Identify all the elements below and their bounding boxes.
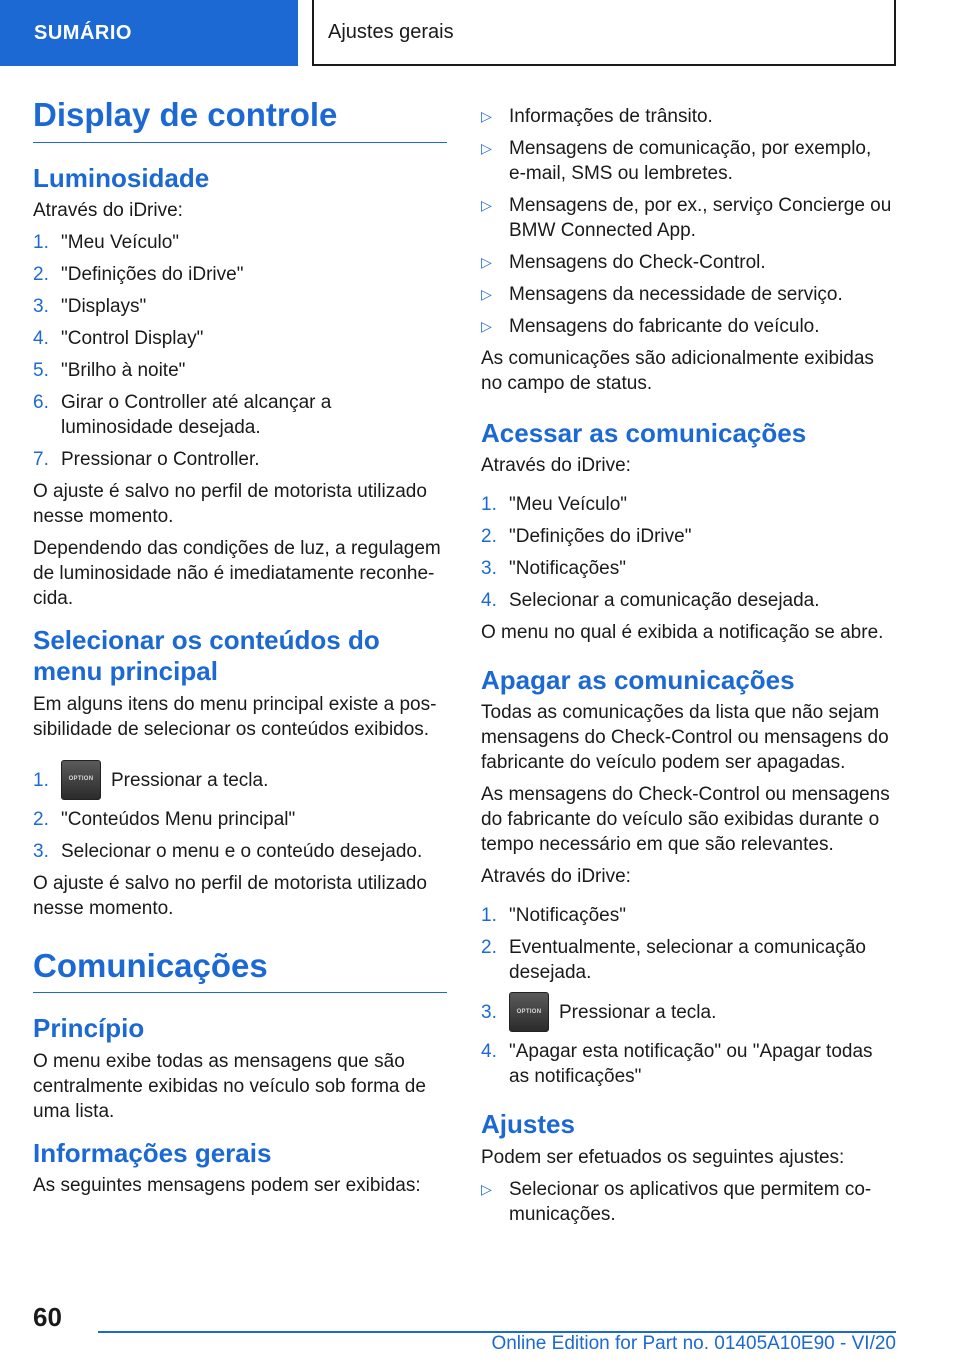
step-number: 3. (33, 840, 49, 862)
list-item (481, 104, 896, 129)
acessar-steps (481, 492, 896, 613)
list-item (481, 250, 896, 275)
right-column (481, 104, 896, 1234)
list-item (481, 492, 896, 517)
list-item (481, 136, 896, 186)
bullet-text: Mensagens de, por ex., serviço Concierge ou BMW Connected App. (509, 195, 892, 241)
menu-note: O ajuste é salvo no perfil de motorista utilizado nesse momento. (33, 872, 427, 919)
step-text: Pressionar a tecla. (111, 769, 269, 791)
apagar-text-1: Todas as comunicações da lista que não sejam mensagens do Check-Control ou mensagens do fabricante do veículo podem ser apagadas. (481, 702, 889, 774)
heading-principio: Princípio (33, 1013, 145, 1044)
step-number: 1. (33, 232, 49, 254)
bullet-text: Informações de trânsito. (509, 106, 713, 127)
page-number: 60 (33, 1302, 62, 1332)
step-text: "Displays" (61, 296, 147, 318)
heading-informacoes-gerais: Informações gerais (33, 1137, 272, 1168)
info-text: As seguintes mensagens podem ser exibidas: (33, 1174, 421, 1196)
apagar-intro: Através do iDrive: (481, 866, 631, 888)
step-text: Selecionar o menu e o conteúdo desejado. (61, 840, 423, 862)
list-item (481, 282, 896, 307)
step-text: Girar o Controller até alcançar a luminosidade desejada. (61, 392, 332, 439)
list-item (33, 390, 447, 440)
step-text: "Meu Veículo" (61, 232, 180, 254)
step-number: 2. (33, 264, 49, 286)
step-number: 2. (33, 808, 49, 830)
list-item (33, 807, 447, 832)
step-number: 6. (33, 392, 49, 414)
step-text: "Conteúdos Menu principal" (61, 808, 296, 830)
list-item (33, 760, 447, 800)
menu-intro: Em alguns itens do menu principal existe a possibilidade de selecionar os conteúdos exibidos. (33, 693, 437, 740)
step-text: "Apagar esta notificação" ou "Apagar todas as notificações" (509, 1041, 873, 1088)
ajustes-list (481, 1177, 896, 1227)
step-text: Eventualmente, selecionar a comunicação desejada. (509, 937, 866, 984)
breadcrumb-label: Ajustes gerais (328, 20, 454, 43)
list-item (33, 230, 447, 255)
option-button-icon: OPTION (61, 760, 101, 800)
section-title-comunicacoes: Comunicações (33, 947, 447, 994)
triangle-bullet-icon: ▷ (481, 318, 492, 334)
acessar-intro: Através do iDrive: (481, 455, 631, 477)
bullet-text: Mensagens do Check-Control. (509, 252, 766, 273)
triangle-bullet-icon: ▷ (481, 197, 492, 213)
footer-edition: Online Edition for Part no. 01405A10E90 - VI/20 (491, 1333, 896, 1354)
list-item (33, 262, 447, 287)
option-button-icon: OPTION (509, 992, 549, 1032)
list-item (481, 903, 896, 928)
step-number: 4. (33, 328, 49, 350)
bullet-text: Selecionar os aplicativos que permitem comunicações. (509, 1178, 872, 1225)
step-number: 7. (33, 449, 49, 471)
list-item (481, 524, 896, 549)
step-text: "Notificações" (509, 905, 626, 927)
step-number: 3. (481, 1002, 497, 1024)
step-number: 2. (481, 526, 497, 548)
step-text: "Control Display" (61, 328, 204, 350)
section-title-display: Display de controle (33, 96, 447, 143)
list-item (481, 556, 896, 581)
triangle-bullet-icon: ▷ (481, 254, 492, 270)
lum-note-2: Dependendo das condições de luz, a regulagem de luminosidade não é imediatamente reconhecida. (33, 538, 441, 610)
status-field-note: As comunicações são adicionalmente exibidas no campo de status. (481, 348, 874, 394)
list-item (33, 326, 447, 351)
list-item (481, 1177, 896, 1227)
bullet-text: Mensagens de comunicação, por exemplo, e-mail, SMS ou lembretes. (509, 138, 872, 184)
message-types-list (481, 104, 896, 339)
list-item (481, 992, 896, 1032)
step-text: "Definições do iDrive" (61, 264, 244, 286)
heading-acessar: Acessar as comunicações (481, 418, 807, 448)
step-number: 1. (481, 905, 497, 927)
step-text: "Meu Veículo" (509, 494, 628, 516)
breadcrumb (312, 0, 896, 66)
list-item (481, 935, 896, 985)
ajustes-intro: Podem ser efetuados os seguintes ajustes: (481, 1146, 845, 1168)
lum-intro: Através do iDrive: (33, 200, 183, 222)
principio-text: O menu exibe todas as mensagens que são centralmente exibidas no veículo sob forma de uma lista. (33, 1050, 426, 1122)
triangle-bullet-icon: ▷ (481, 108, 492, 124)
heading-ajustes: Ajustes (481, 1109, 575, 1140)
lum-steps (33, 230, 447, 472)
heading-luminosidade: Luminosidade (33, 162, 210, 193)
bullet-text: Mensagens do fabricante do veículo. (509, 316, 820, 337)
heading-menu-principal: Selecionar os conteúdos do menu principal (33, 625, 380, 687)
list-item (481, 193, 896, 243)
heading-apagar: Apagar as comunicações (481, 665, 795, 696)
list-item (481, 314, 896, 339)
step-number: 4. (481, 1041, 497, 1063)
step-text: "Definições do iDrive" (509, 526, 692, 548)
apagar-steps (481, 903, 896, 1089)
list-item (33, 294, 447, 319)
list-item (33, 358, 447, 383)
menu-steps (33, 760, 447, 864)
step-number: 4. (481, 590, 497, 612)
bullet-text: Mensagens da necessidade de serviço. (509, 284, 843, 305)
apagar-text-2: As mensagens do Check-Control ou mensagens do fabricante do veículo são exibidas durante o tempo necessário em que são relevantes. (481, 784, 890, 856)
step-text: Pressionar a tecla. (559, 1002, 717, 1024)
step-number: 1. (481, 494, 497, 516)
acessar-note: O menu no qual é exibida a notificação se abre. (481, 622, 884, 644)
triangle-bullet-icon: ▷ (481, 140, 492, 156)
list-item (481, 1039, 896, 1089)
step-text: "Notificações" (509, 558, 626, 580)
contents-tab[interactable]: SUMÁRIO (0, 0, 298, 66)
step-number: 5. (33, 360, 49, 382)
step-number: 1. (33, 769, 49, 791)
step-number: 3. (33, 296, 49, 318)
triangle-bullet-icon: ▷ (481, 286, 492, 302)
list-item (481, 588, 896, 613)
step-text: Pressionar o Controller. (61, 449, 260, 471)
step-number: 3. (481, 558, 497, 580)
step-number: 2. (481, 937, 497, 959)
step-text: Selecionar a comunicação desejada. (509, 590, 820, 612)
list-item (33, 447, 447, 472)
triangle-bullet-icon: ▷ (481, 1180, 492, 1197)
list-item (33, 839, 447, 864)
left-column (33, 96, 447, 1205)
lum-note-1: O ajuste é salvo no perfil de motorista utilizado nesse momento. (33, 481, 427, 528)
step-text: "Brilho à noite" (61, 360, 186, 382)
